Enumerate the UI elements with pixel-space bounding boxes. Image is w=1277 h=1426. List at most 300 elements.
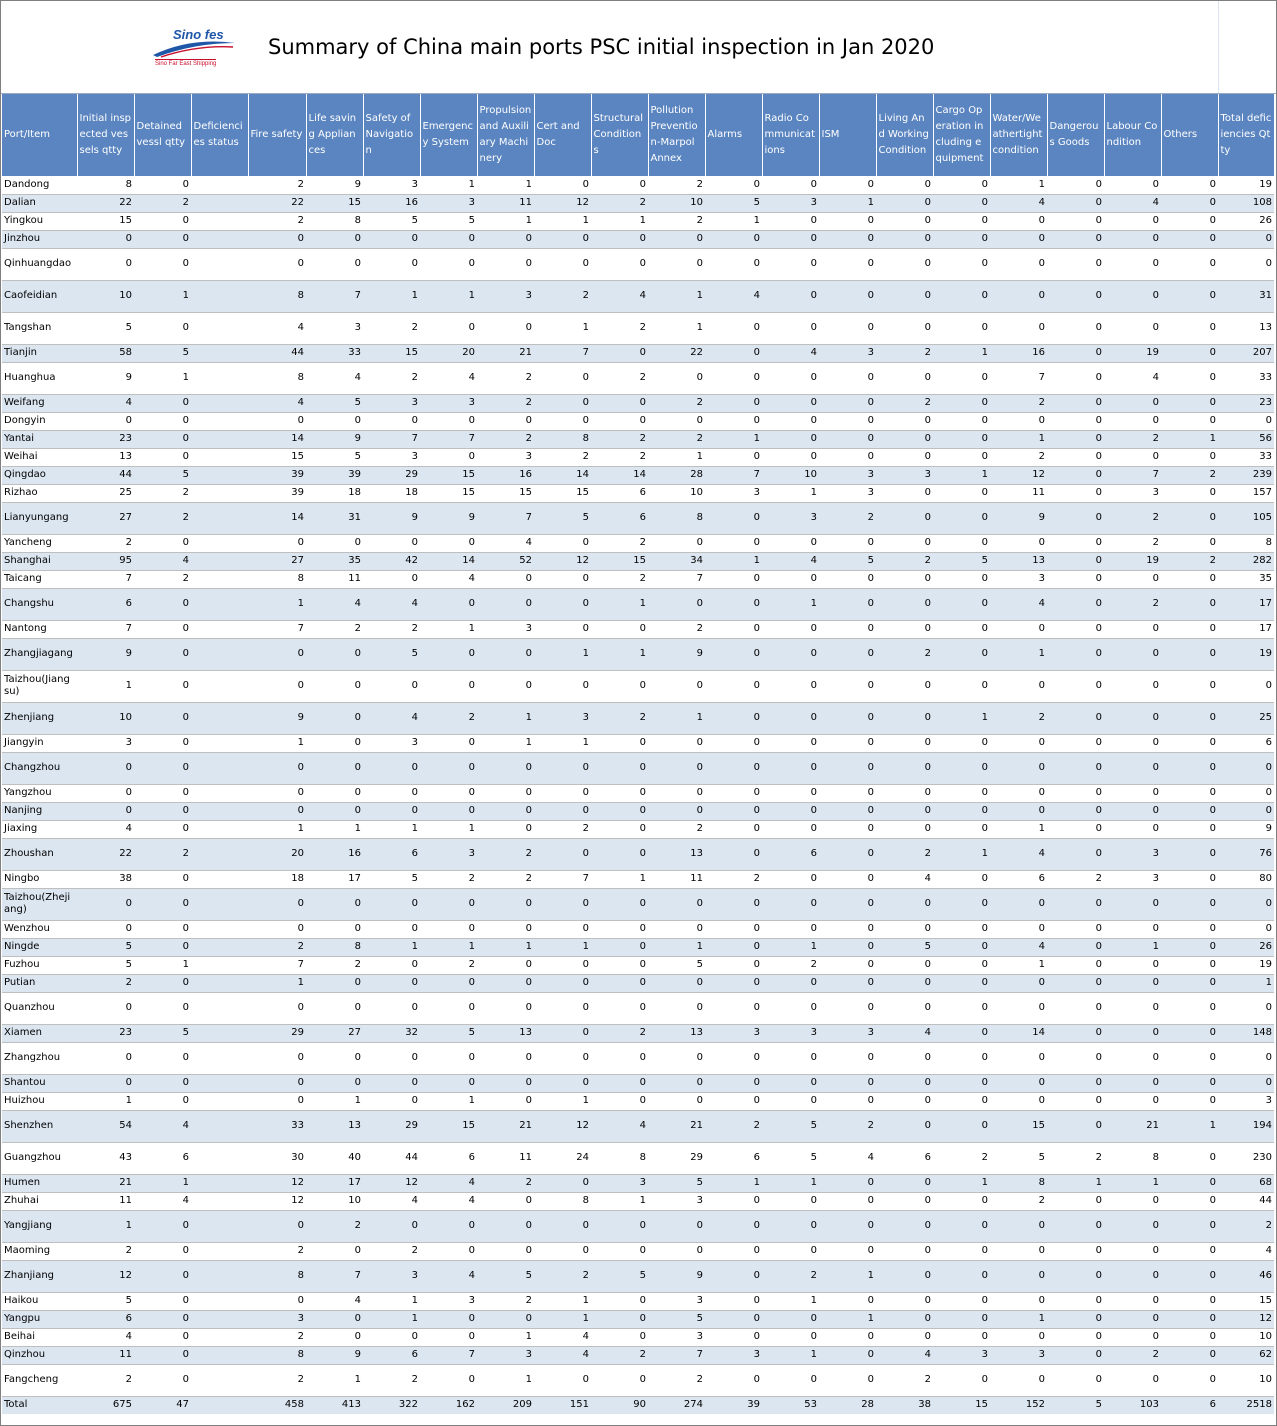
value-cell: 274 — [648, 1396, 705, 1414]
value-cell: 0 — [1161, 974, 1218, 992]
value-cell: 2 — [591, 1024, 648, 1042]
value-cell: 0 — [819, 430, 876, 448]
value-cell: 39 — [306, 466, 363, 484]
value-cell: 0 — [1161, 394, 1218, 412]
value-cell: 0 — [77, 784, 134, 802]
value-cell: 4 — [420, 570, 477, 588]
value-cell: 0 — [1161, 820, 1218, 838]
value-cell: 7 — [990, 362, 1047, 394]
value-cell: 16 — [477, 466, 534, 484]
value-cell: 3 — [1104, 838, 1161, 870]
value-cell: 0 — [477, 802, 534, 820]
value-cell: 0 — [477, 752, 534, 784]
value-cell: 0 — [1047, 620, 1104, 638]
value-cell: 0 — [705, 784, 762, 802]
value-cell: 15 — [933, 1396, 990, 1414]
value-cell — [191, 802, 248, 820]
value-cell: 0 — [762, 992, 819, 1024]
value-cell: 2 — [248, 176, 306, 194]
value-cell: 8 — [1104, 1142, 1161, 1174]
value-cell: 0 — [1161, 344, 1218, 362]
table-row — [2, 1292, 1274, 1310]
value-cell: 2 — [134, 194, 191, 212]
value-cell: 0 — [1161, 620, 1218, 638]
value-cell: 2 — [77, 1364, 134, 1396]
value-cell: 0 — [477, 1092, 534, 1110]
value-cell: 4 — [705, 280, 762, 312]
value-cell: 0 — [248, 920, 306, 938]
value-cell: 4 — [534, 1346, 591, 1364]
value-cell: 0 — [134, 588, 191, 620]
value-cell: 0 — [1047, 280, 1104, 312]
value-cell: 0 — [477, 312, 534, 344]
value-cell: 2 — [477, 394, 534, 412]
value-cell: 14 — [420, 552, 477, 570]
value-cell: 5 — [648, 1310, 705, 1328]
sinofes-logo — [151, 23, 237, 69]
value-cell — [191, 938, 248, 956]
port-name-cell: Humen — [2, 1174, 77, 1192]
value-cell: 4 — [306, 1292, 363, 1310]
port-name-cell: Zhenjiang — [2, 702, 77, 734]
value-cell: 24 — [534, 1142, 591, 1174]
value-cell: 0 — [933, 570, 990, 588]
value-cell: 0 — [134, 820, 191, 838]
value-cell: 1 — [477, 938, 534, 956]
value-cell: 0 — [363, 888, 420, 920]
value-cell: 0 — [876, 1292, 933, 1310]
value-cell: 0 — [363, 752, 420, 784]
value-cell: 0 — [248, 248, 306, 280]
value-cell: 0 — [477, 820, 534, 838]
value-cell: 0 — [477, 1042, 534, 1074]
value-cell: 0 — [306, 1242, 363, 1260]
value-cell: 0 — [819, 920, 876, 938]
value-cell: 2 — [591, 194, 648, 212]
value-cell: 0 — [306, 534, 363, 552]
value-cell: 2 — [876, 344, 933, 362]
value-cell: 0 — [591, 1074, 648, 1092]
value-cell: 0 — [705, 752, 762, 784]
value-cell: 0 — [591, 734, 648, 752]
value-cell: 0 — [933, 920, 990, 938]
value-cell: 1 — [477, 212, 534, 230]
value-cell: 95 — [77, 552, 134, 570]
value-cell: 0 — [77, 1042, 134, 1074]
value-cell: 0 — [933, 412, 990, 430]
value-cell: 8 — [534, 430, 591, 448]
port-name-cell: Lianyungang — [2, 502, 77, 534]
value-cell: 0 — [819, 1364, 876, 1396]
value-cell: 0 — [534, 670, 591, 702]
table-row — [2, 752, 1274, 784]
value-cell: 6 — [420, 1142, 477, 1174]
value-cell: 0 — [306, 1074, 363, 1092]
value-cell: 2 — [591, 570, 648, 588]
value-cell: 0 — [876, 802, 933, 820]
value-cell: 3 — [477, 448, 534, 466]
value-cell: 3 — [762, 1024, 819, 1042]
value-cell: 0 — [876, 502, 933, 534]
value-cell: 3 — [705, 1346, 762, 1364]
table-row — [2, 552, 1274, 570]
value-cell: 0 — [762, 280, 819, 312]
value-cell: 3 — [648, 1292, 705, 1310]
value-cell — [191, 956, 248, 974]
value-cell: 8 — [648, 502, 705, 534]
value-cell: 0 — [420, 412, 477, 430]
table-row — [2, 1260, 1274, 1292]
value-cell — [191, 638, 248, 670]
value-cell: 7 — [306, 280, 363, 312]
value-cell: 0 — [1161, 1042, 1218, 1074]
port-name-cell: Taizhou(Zhejiang) — [2, 888, 77, 920]
value-cell: 15 — [591, 552, 648, 570]
value-cell: 0 — [591, 1092, 648, 1110]
value-cell: 15 — [306, 194, 363, 212]
value-cell: 4 — [990, 194, 1047, 212]
value-cell: 0 — [1104, 1310, 1161, 1328]
value-cell: 0 — [819, 1074, 876, 1092]
value-cell: 53 — [762, 1396, 819, 1414]
value-cell: 1 — [248, 974, 306, 992]
value-cell: 0 — [648, 734, 705, 752]
value-cell: 0 — [1161, 888, 1218, 920]
value-cell: 0 — [1218, 992, 1274, 1024]
table-row — [2, 1110, 1274, 1142]
value-cell: 0 — [1047, 802, 1104, 820]
value-cell: 2 — [648, 620, 705, 638]
value-cell: 0 — [876, 588, 933, 620]
value-cell: 0 — [876, 920, 933, 938]
value-cell: 2 — [648, 212, 705, 230]
value-cell: 5 — [134, 344, 191, 362]
port-name-cell: Qinzhou — [2, 1346, 77, 1364]
value-cell: 4 — [990, 588, 1047, 620]
value-cell: 0 — [1104, 992, 1161, 1024]
value-cell: 1 — [990, 1310, 1047, 1328]
value-cell: 0 — [306, 702, 363, 734]
value-cell — [191, 588, 248, 620]
value-cell: 0 — [77, 920, 134, 938]
value-cell: 5 — [77, 956, 134, 974]
value-cell: 0 — [705, 588, 762, 620]
value-cell: 2 — [990, 702, 1047, 734]
value-cell: 0 — [1161, 1292, 1218, 1310]
value-cell: 0 — [134, 1328, 191, 1346]
value-cell: 3 — [1218, 1092, 1274, 1110]
value-cell: 2 — [420, 702, 477, 734]
value-cell: 2 — [306, 620, 363, 638]
value-cell: 1 — [933, 838, 990, 870]
port-name-cell: Yangpu — [2, 1310, 77, 1328]
value-cell: 0 — [77, 248, 134, 280]
value-cell: 5 — [534, 502, 591, 534]
value-cell: 1 — [990, 956, 1047, 974]
value-cell: 0 — [1047, 1328, 1104, 1346]
value-cell: 0 — [1047, 570, 1104, 588]
value-cell — [191, 212, 248, 230]
value-cell: 2 — [248, 938, 306, 956]
value-cell: 0 — [762, 784, 819, 802]
value-cell: 90 — [591, 1396, 648, 1414]
value-cell: 0 — [762, 638, 819, 670]
value-cell: 0 — [534, 802, 591, 820]
value-cell: 0 — [648, 534, 705, 552]
value-cell: 0 — [762, 820, 819, 838]
column-header: Fire safety — [248, 94, 306, 176]
value-cell: 0 — [363, 784, 420, 802]
value-cell: 0 — [705, 1328, 762, 1346]
header-divider — [1218, 1, 1219, 93]
value-cell: 2 — [591, 534, 648, 552]
value-cell: 0 — [477, 588, 534, 620]
value-cell: 0 — [990, 802, 1047, 820]
port-name-cell: Yancheng — [2, 534, 77, 552]
value-cell: 0 — [534, 838, 591, 870]
value-cell: 0 — [306, 888, 363, 920]
value-cell: 68 — [1218, 1174, 1274, 1192]
value-cell: 4 — [990, 938, 1047, 956]
value-cell: 1 — [933, 344, 990, 362]
value-cell: 26 — [1218, 938, 1274, 956]
port-name-cell: Jiangyin — [2, 734, 77, 752]
value-cell: 9 — [306, 1346, 363, 1364]
value-cell: 0 — [990, 670, 1047, 702]
value-cell: 0 — [933, 1242, 990, 1260]
value-cell: 1 — [534, 312, 591, 344]
value-cell: 0 — [705, 448, 762, 466]
value-cell: 0 — [762, 620, 819, 638]
value-cell: 0 — [876, 1310, 933, 1328]
value-cell: 1 — [648, 280, 705, 312]
port-name-cell: Fangcheng — [2, 1364, 77, 1396]
value-cell: 2 — [477, 870, 534, 888]
value-cell: 6 — [134, 1142, 191, 1174]
value-cell: 0 — [534, 1074, 591, 1092]
value-cell: 0 — [534, 1242, 591, 1260]
value-cell: 0 — [876, 956, 933, 974]
value-cell: 0 — [1047, 212, 1104, 230]
value-cell: 0 — [1104, 888, 1161, 920]
table-row — [2, 176, 1274, 194]
value-cell: 2 — [363, 362, 420, 394]
value-cell: 0 — [134, 1346, 191, 1364]
value-cell: 0 — [876, 212, 933, 230]
value-cell: 3 — [933, 1346, 990, 1364]
value-cell: 15 — [990, 1110, 1047, 1142]
value-cell: 0 — [363, 1328, 420, 1346]
column-header: Life saving Appliances — [306, 94, 363, 176]
value-cell: 6 — [363, 838, 420, 870]
port-name-cell: Zhanjiang — [2, 1260, 77, 1292]
value-cell: 0 — [876, 1242, 933, 1260]
table-row — [2, 362, 1274, 394]
port-name-cell: Huizhou — [2, 1092, 77, 1110]
value-cell: 1 — [248, 820, 306, 838]
value-cell: 0 — [420, 752, 477, 784]
value-cell: 0 — [1047, 992, 1104, 1024]
value-cell: 30 — [248, 1142, 306, 1174]
value-cell — [191, 1110, 248, 1142]
value-cell: 0 — [819, 1174, 876, 1192]
value-cell: 0 — [876, 974, 933, 992]
value-cell: 0 — [990, 1042, 1047, 1074]
value-cell: 0 — [1161, 992, 1218, 1024]
port-name-cell: Tangshan — [2, 312, 77, 344]
value-cell: 0 — [591, 670, 648, 702]
value-cell: 35 — [1218, 570, 1274, 588]
value-cell: 5 — [77, 312, 134, 344]
value-cell: 0 — [819, 956, 876, 974]
value-cell: 0 — [819, 1346, 876, 1364]
column-header: Safety of Navigation — [363, 94, 420, 176]
value-cell: 0 — [705, 394, 762, 412]
value-cell: 0 — [933, 1110, 990, 1142]
column-header: Radio Communications — [762, 94, 819, 176]
value-cell: 44 — [363, 1142, 420, 1174]
value-cell: 2 — [591, 448, 648, 466]
value-cell: 0 — [933, 870, 990, 888]
value-cell: 13 — [648, 1024, 705, 1042]
value-cell: 20 — [248, 838, 306, 870]
table-row — [2, 1142, 1274, 1174]
value-cell: 0 — [1104, 212, 1161, 230]
table-row — [2, 230, 1274, 248]
value-cell: 0 — [648, 1242, 705, 1260]
value-cell: 0 — [77, 1074, 134, 1092]
value-cell: 0 — [819, 888, 876, 920]
value-cell: 0 — [1047, 230, 1104, 248]
value-cell: 33 — [1218, 362, 1274, 394]
value-cell: 2 — [876, 394, 933, 412]
value-cell: 3 — [363, 176, 420, 194]
value-cell: 0 — [1047, 534, 1104, 552]
value-cell: 0 — [1104, 1024, 1161, 1042]
value-cell: 2 — [819, 502, 876, 534]
value-cell: 0 — [933, 394, 990, 412]
column-header: Emergency System — [420, 94, 477, 176]
value-cell: 0 — [420, 1210, 477, 1242]
value-cell: 0 — [420, 888, 477, 920]
value-cell: 0 — [648, 974, 705, 992]
value-cell: 1 — [248, 588, 306, 620]
value-cell — [191, 430, 248, 448]
value-cell: 3 — [534, 702, 591, 734]
value-cell: 0 — [363, 1074, 420, 1092]
value-cell: 0 — [933, 230, 990, 248]
value-cell: 3 — [477, 620, 534, 638]
value-cell: 0 — [420, 920, 477, 938]
value-cell: 0 — [1161, 312, 1218, 344]
value-cell: 13 — [1218, 312, 1274, 344]
value-cell: 0 — [1047, 466, 1104, 484]
value-cell: 5 — [762, 1142, 819, 1174]
port-name-cell: Huanghua — [2, 362, 77, 394]
value-cell: 0 — [876, 484, 933, 502]
value-cell: 0 — [306, 974, 363, 992]
value-cell: 0 — [990, 212, 1047, 230]
value-cell: 12 — [534, 1110, 591, 1142]
value-cell: 0 — [1104, 1092, 1161, 1110]
value-cell: 0 — [819, 1328, 876, 1346]
value-cell: 2 — [134, 838, 191, 870]
value-cell: 0 — [1161, 570, 1218, 588]
value-cell: 0 — [1104, 820, 1161, 838]
port-name-cell: Caofeidian — [2, 280, 77, 312]
value-cell: 0 — [705, 838, 762, 870]
value-cell: 5 — [363, 870, 420, 888]
value-cell: 0 — [1104, 230, 1161, 248]
value-cell: 0 — [306, 920, 363, 938]
port-name-cell: Taizhou(Jiangsu) — [2, 670, 77, 702]
value-cell: 25 — [1218, 702, 1274, 734]
value-cell: 0 — [1047, 638, 1104, 670]
value-cell: 4 — [248, 312, 306, 344]
value-cell: 1 — [819, 1260, 876, 1292]
value-cell: 0 — [648, 888, 705, 920]
value-cell: 10 — [648, 194, 705, 212]
value-cell: 9 — [306, 430, 363, 448]
value-cell: 0 — [705, 802, 762, 820]
value-cell: 2 — [819, 1110, 876, 1142]
value-cell — [191, 1328, 248, 1346]
value-cell: 9 — [420, 502, 477, 534]
value-cell — [191, 702, 248, 734]
value-cell: 0 — [762, 248, 819, 280]
value-cell: 0 — [534, 412, 591, 430]
value-cell: 675 — [77, 1396, 134, 1414]
value-cell: 16 — [363, 194, 420, 212]
value-cell: 0 — [420, 1074, 477, 1092]
value-cell: 0 — [876, 752, 933, 784]
column-header: Detained vessl qtty — [134, 94, 191, 176]
value-cell: 0 — [648, 230, 705, 248]
value-cell — [191, 1192, 248, 1210]
value-cell: 0 — [1161, 502, 1218, 534]
value-cell: 5 — [306, 394, 363, 412]
value-cell — [191, 1074, 248, 1092]
value-cell: 27 — [248, 552, 306, 570]
value-cell: 3 — [819, 1024, 876, 1042]
value-cell — [191, 1260, 248, 1292]
value-cell: 0 — [1161, 1260, 1218, 1292]
port-name-cell: Zhangzhou — [2, 1042, 77, 1074]
value-cell: 0 — [762, 212, 819, 230]
value-cell: 1 — [762, 1174, 819, 1192]
value-cell: 0 — [591, 1210, 648, 1242]
port-name-cell: Rizhao — [2, 484, 77, 502]
value-cell: 0 — [1047, 670, 1104, 702]
value-cell — [191, 280, 248, 312]
value-cell: 0 — [477, 1310, 534, 1328]
value-cell: 1 — [534, 212, 591, 230]
value-cell: 4 — [876, 870, 933, 888]
value-cell: 0 — [1161, 1346, 1218, 1364]
value-cell: 2 — [363, 620, 420, 638]
value-cell: 2 — [363, 1242, 420, 1260]
value-cell: 0 — [1047, 702, 1104, 734]
value-cell: 19 — [1218, 956, 1274, 974]
value-cell: 0 — [420, 534, 477, 552]
table-header-row — [2, 94, 1274, 176]
value-cell: 0 — [1104, 1210, 1161, 1242]
value-cell: 4 — [420, 1260, 477, 1292]
value-cell: 39 — [705, 1396, 762, 1414]
value-cell: 0 — [1218, 752, 1274, 784]
value-cell: 0 — [990, 1260, 1047, 1292]
value-cell: 14 — [990, 1024, 1047, 1042]
